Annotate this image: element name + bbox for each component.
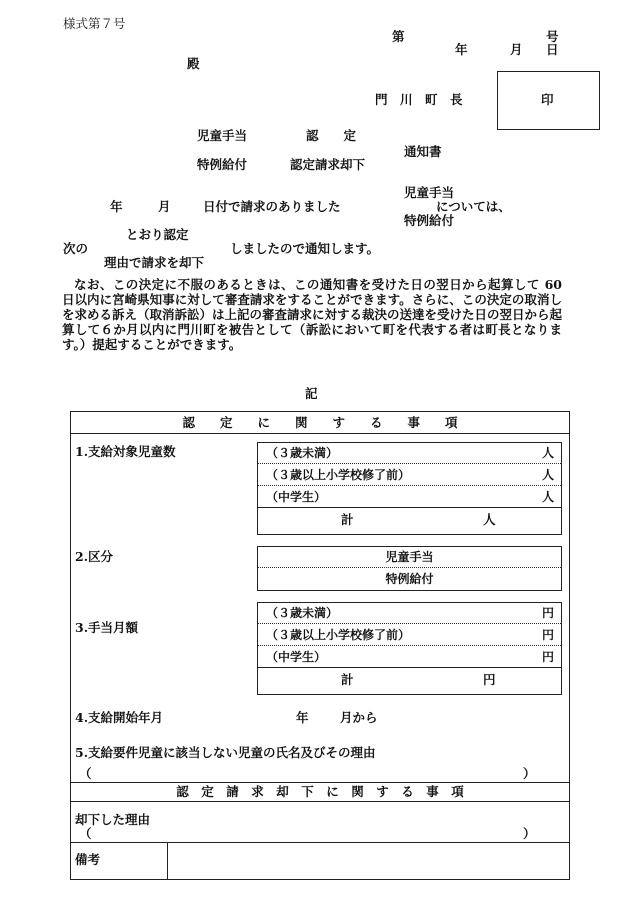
item3-label: 3.手当月額 [75,620,139,635]
item2-label: 2.区分 [75,549,114,564]
date-day-label: 日 [546,42,559,57]
item5-paren-open: （ [79,766,92,781]
item3-row-unit: 円 [541,628,554,642]
item3-total-unit: 円 [483,672,496,687]
form-number: 様式第７号 [63,16,126,31]
ki-label: 記 [305,386,318,401]
item2-option-label: 特例給付 [385,572,434,586]
intro-text: 日付で請求のありました [203,199,341,214]
section2-title: 認 定 請 求 却 下 に 関 す る 事 項 [176,784,464,799]
item2-option [258,569,561,589]
intro-suffix: については、 [436,199,511,214]
item2-option [258,547,561,568]
section1-divider [71,433,569,434]
item3-row [258,603,561,624]
item3-total-row [258,670,561,690]
item1-total-row [258,510,561,530]
item1-total-unit: 人 [483,512,496,527]
intro-month: 月 [158,199,171,214]
remarks-divider [71,842,569,843]
item3-box [257,602,562,695]
item1-row-unit: 人 [541,446,554,460]
item3-total-label: 計 [341,672,354,687]
rejection-paren-open: （ [79,826,92,841]
item3-row-unit: 円 [541,606,554,620]
title-decision-b: 認定請求却下 [290,157,366,172]
item1-row-label: （３歳未満） [266,446,339,460]
section1-title: 認 定 に 関 す る 事 項 [182,415,458,430]
section2-divider-bottom [71,801,569,802]
title-suffix: 通知書 [404,144,442,159]
item1-row-unit: 人 [541,490,554,504]
rejection-paren-close: ） [523,826,536,841]
title-decision-a: 認 定 [306,128,357,143]
item1-row-label: （３歳以上小学校修了前） [266,468,411,482]
item2-option-label: 児童手当 [385,550,434,564]
remarks-label: 備考 [75,852,101,867]
item2-box [257,546,562,591]
intro-kind-a: 児童手当 [404,185,455,200]
item1-total-label: 計 [341,512,354,527]
item1-label: 1.支給対象児童数 [75,444,176,459]
section2-divider-top [71,782,569,783]
intro-option-a: とおり認定 [126,227,189,242]
item4-month-from: 月から [340,710,378,725]
item3-row-label: （中学生） [266,650,327,664]
addressee-dono: 殿 [187,56,200,71]
intro-line2-suffix: しましたので通知します。 [230,241,380,256]
item5-paren-close: ） [523,766,536,781]
item5-label: 5.支給要件児童に該当しない児童の氏名及びその理由 [75,745,376,760]
date-year-label: 年 [455,42,468,57]
item1-row-label: （中学生） [266,490,327,504]
item3-row [258,647,561,668]
issuer-name: 門 川 町 長 [375,92,463,107]
item3-row-unit: 円 [541,650,554,664]
rejection-label: 却下した理由 [75,812,151,827]
item1-row-unit: 人 [541,468,554,482]
details-table [70,411,570,880]
remarks-column-divider [167,842,168,879]
intro-year: 年 [110,199,123,214]
intro-next: 次の [63,241,89,256]
item3-row-label: （３歳未満） [266,606,339,620]
date-month-label: 月 [510,42,523,57]
item1-row [258,443,561,464]
number-dai-label: 第 [392,29,405,44]
item4-label: 4.支給開始年月 [75,710,164,725]
title-kind-a: 児童手当 [197,128,248,143]
number-go-label: 号 [546,29,559,44]
seal-label: 印 [541,92,554,107]
title-kind-b: 特例給付 [197,157,248,172]
notice-paragraph: なお、この決定に不服のあるときは、この通知書を受けた日の翌日から起算して 60 日以内に宮崎県知事に対して審査請求をすることができます。さらに、この決定の取消しを求める訴え（取消訴訟）は上記の審査請求に対する裁決の送達を受けた日の翌日から起算して６か月以内に門川町を被告として（訴訟において町を代表する者は町長となります。）提起することができます。 [62,277,563,352]
item3-row-label: （３歳以上小学校修了前） [266,628,411,642]
item1-box [257,442,562,535]
item1-row [258,465,561,486]
item3-row [258,625,561,646]
intro-kind-b: 特例給付 [404,213,455,228]
intro-option-b: 理由で請求を却下 [104,255,205,270]
item1-row [258,487,561,508]
item4-year: 年 [296,710,309,725]
